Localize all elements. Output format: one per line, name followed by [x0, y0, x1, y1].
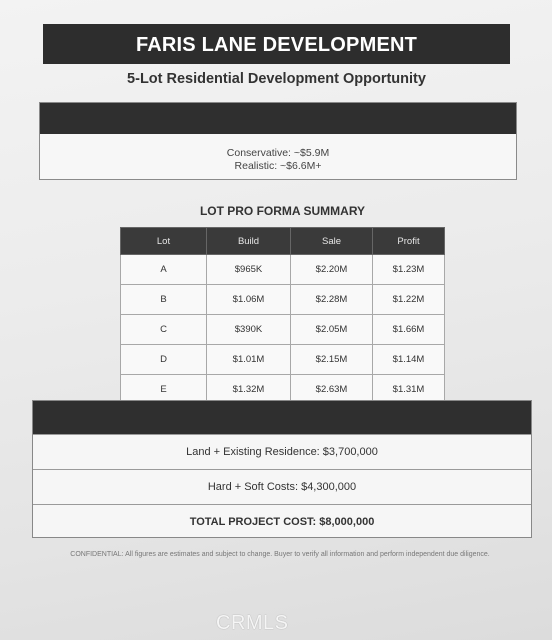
land-cost-row: Land + Existing Residence: $3,700,000	[33, 434, 531, 469]
table-row	[121, 315, 445, 345]
total-project-cost-row: TOTAL PROJECT COST: $8,000,000	[33, 504, 531, 539]
cell-sale: $2.05M	[291, 315, 373, 345]
cell-sale: $2.28M	[291, 285, 373, 315]
cell-sale: $2.15M	[291, 345, 373, 375]
valuation-text	[40, 134, 516, 173]
cell-sale: $2.20M	[291, 255, 373, 285]
page-subtitle: 5-Lot Residential Development Opportunity	[127, 71, 426, 87]
hard-soft-cost-row: Hard + Soft Costs: $4,300,000	[33, 469, 531, 504]
cell-build: $1.32M	[207, 375, 291, 405]
pro-forma-heading: LOT PRO FORMA SUMMARY	[199, 204, 366, 218]
page-title: FARIS LANE DEVELOPMENT	[135, 34, 418, 56]
table-row	[121, 285, 445, 315]
column-header-profit: Profit	[373, 228, 445, 255]
table-row	[121, 345, 445, 375]
cell-build: $390K	[207, 315, 291, 345]
valuation-conservative: Conservative: ~$5.9M	[226, 147, 330, 159]
page-title-banner	[43, 24, 510, 64]
cell-lot: A	[121, 255, 207, 285]
cell-profit: $1.31M	[373, 375, 445, 405]
cell-build: $1.06M	[207, 285, 291, 315]
cell-profit: $1.14M	[373, 345, 445, 375]
valuation-header-bar	[40, 103, 516, 134]
project-cost-header-bar	[33, 401, 531, 434]
table-header-row	[121, 228, 445, 255]
column-header-sale: Sale	[291, 228, 373, 255]
confidential-disclaimer: CONFIDENTIAL: All figures are estimates and subject to change. Buyer to verify all information and perform independent due diligence.	[70, 551, 490, 558]
valuation-box	[39, 102, 517, 180]
cell-profit: $1.22M	[373, 285, 445, 315]
cell-lot: B	[121, 285, 207, 315]
cell-lot: C	[121, 315, 207, 345]
column-header-lot: Lot	[121, 228, 207, 255]
valuation-realistic: Realistic: ~$6.6M+	[234, 160, 322, 172]
cell-build: $1.01M	[207, 345, 291, 375]
cell-lot: D	[121, 345, 207, 375]
column-header-build: Build	[207, 228, 291, 255]
cell-sale: $2.63M	[291, 375, 373, 405]
crmls-watermark: CRMLS	[216, 612, 289, 634]
cell-profit: $1.23M	[373, 255, 445, 285]
cell-build: $965K	[207, 255, 291, 285]
table-row	[121, 255, 445, 285]
cell-profit: $1.66M	[373, 315, 445, 345]
cell-lot: E	[121, 375, 207, 405]
pro-forma-table	[120, 227, 445, 405]
project-cost-box	[32, 400, 532, 538]
